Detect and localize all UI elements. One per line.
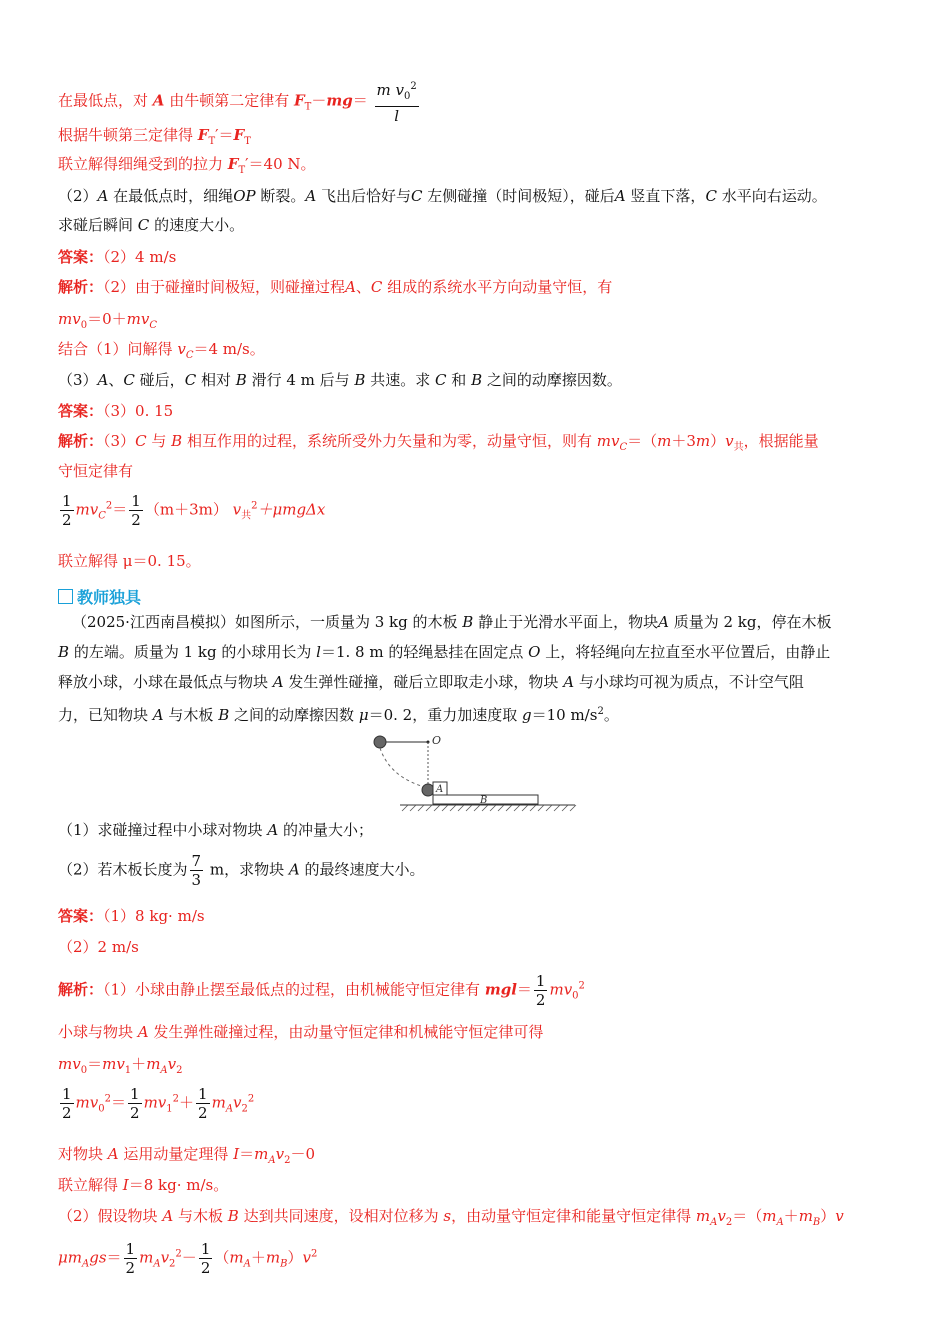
problem-line-1: （2025·江西南昌模拟）如图所示，一质量为 3 kg 的木板 B 静止于光滑水平面上，物块A 质量为 2 kg，停在木板: [72, 613, 832, 631]
final-energy-equation: $\mu m_Ags=$ $\frac{1}{2}$ $m_Av_2^2-$ $\frac{1}{2}$ $(m_A+m_B)v^2$: [58, 1240, 318, 1277]
checkbox-square-icon: [58, 589, 73, 604]
energy-equation: $\frac{1}{2}$ $mv_C^2=$ $\frac{1}{2}$ （m＋3m） $v_共^2+\mu mg\Delta x$: [62, 492, 326, 529]
answer-teacher-2: （2）2 m/s: [58, 938, 139, 956]
problem-line-4: 力，已知物块 A 与木板 B 之间的动摩擦因数 μ＝0. 2，重力加速度取 g＝10 $m/s^2$。: [58, 706, 619, 724]
newton-third-law-line: 根据牛顿第三定律得 $F_T'=F_T$: [58, 126, 251, 147]
analysis-2-line-2: $mv_0=0+mv_C$: [58, 310, 157, 331]
analysis-2-line-3: 结合（1）问解得 $v_C=4$ m/s。: [58, 340, 265, 361]
tension-result-line: 联立解得细绳受到的拉力 $F_T'=40$ N。: [58, 155, 316, 176]
text: －: [311, 91, 327, 110]
energy-equation-2: $\frac{1}{2}$ $mv_0^2=$ $\frac{1}{2}$ $mv_1^2+$ $\frac{1}{2}$ $m_Av_2^2$: [62, 1085, 255, 1122]
fraction: $\frac{m v_0^2}{l}$: [375, 78, 419, 125]
ground-hatch: [402, 805, 576, 811]
label-O: O: [432, 734, 442, 747]
analysis-teacher-2: 小球与物块 A 发生弹性碰撞过程，由动量守恒定律和机械能守恒定律可得: [58, 1023, 544, 1041]
ball-start: [374, 736, 386, 748]
text: 由牛顿第二定律有: [169, 91, 290, 110]
analysis-teacher-1: 解析：（1）小球由静止摆至最低点的过程，由机械能守恒定律有 mgl＝ $\frac{1}{2}$ $mv_0^2$: [58, 972, 585, 1009]
analysis-3-line-1: 解析：（3）C 与 B 相互作用的过程，系统所受外力矢量和为零，动量守恒，则有 $mv_C=(m+3m)v_共$，根据能量: [58, 432, 819, 453]
label-A: A: [436, 784, 444, 795]
impulse-line: 对物块 A 运用动量定理得 $I=m_Av_2-0$: [58, 1145, 316, 1166]
teacher-section-header: 教师独具: [58, 588, 141, 608]
question-2-line-2: 求碰后瞬间 C 的速度大小。: [58, 216, 245, 234]
answer-3: 答案：（3）0. 15: [58, 402, 174, 420]
label-B: B: [480, 795, 488, 806]
sub-question-1: （1）求碰撞过程中小球对物块 A 的冲量大小；: [58, 821, 373, 839]
mu-result: 联立解得 μ＝0. 15。: [58, 552, 201, 570]
question-2-line-1: （2）A 在最低点时，细绳OP 断裂。A 飞出后恰好与C 左侧碰撞（时间极短），碰后A 竖直下落，C 水平向右运动。: [58, 187, 827, 205]
impulse-result: 联立解得 I＝8 kg· m/s。: [58, 1176, 229, 1194]
pendulum-board-figure: [370, 730, 580, 816]
answer-2: 答案：（2）4 m/s: [58, 248, 177, 266]
swing-path: [380, 748, 428, 788]
analysis-part-2: （2）假设物块 A 与木板 B 达到共同速度，设相对位移为 s，由动量守恒定律和能量守恒定律得 $m_Av_2=(m_A+m_B)v$: [58, 1207, 844, 1228]
text: 在最低点，对: [58, 91, 149, 110]
newton-second-law-line: 在最低点，对 A 由牛顿第二定律有 $F_T-mg=$ $\frac{m v_0^2}{l}$: [58, 78, 421, 125]
text: 根据牛顿第三定律得: [58, 126, 194, 144]
text: ＝40 N。: [248, 155, 316, 173]
analysis-3-line-2: 守恒定律有: [58, 462, 134, 480]
ball-bottom: [422, 784, 434, 796]
answer-teacher-1: 答案：（1）8 kg· m/s: [58, 907, 205, 925]
sub-question-2: （2）若木板长度为 $\frac{7}{3}$ m，求物块 A 的最终速度大小。: [58, 852, 425, 889]
analysis-2-line-1: 解析：（2）由于碰撞时间极短，则碰撞过程A、C 组成的系统水平方向动量守恒，有: [58, 278, 613, 296]
problem-line-3: 释放小球，小球在最低点与物块 A 发生弹性碰撞，碰后立即取走小球，物块 A 与小球均可视为质点，不计空气阻: [58, 673, 804, 691]
question-3: （3）A、C 碰后，C 相对 B 滑行 4 m 后与 B 共速。求 C 和 B 之间的动摩擦因数。: [58, 371, 622, 389]
text: ＝: [352, 91, 368, 110]
problem-line-2: B 的左端。质量为 1 kg 的小球用长为 l＝1. 8 m 的轻绳悬挂在固定点 O 上，将轻绳向左拉直至水平位置后，由静止: [58, 643, 831, 661]
text: 联立解得细绳受到的拉力: [58, 155, 224, 173]
momentum-equation: $mv_0=mv_1+m_Av_2$: [58, 1055, 183, 1076]
